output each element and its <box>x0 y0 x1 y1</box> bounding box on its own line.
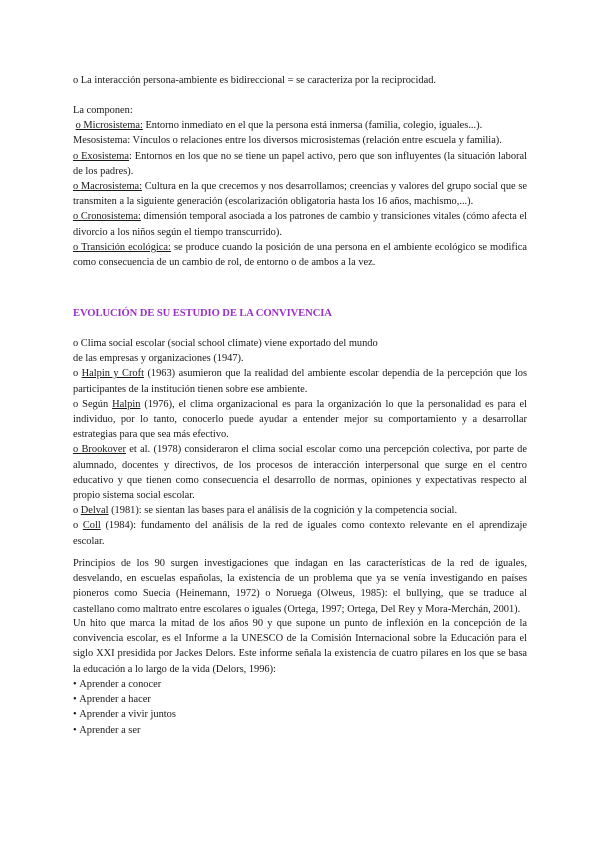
bidirectional-line: o La interacción persona-ambiente es bidireccional = se caracteriza por la reciprocidad. <box>73 75 436 86</box>
clima-line-1: o Clima social escolar (social school climate) viene exportado del mundo <box>73 338 378 349</box>
cronosistema-text: dimensión temporal asociada a los patrones de cambio y transiciones vitales (cómo afecta el divorcio a los niños según el tiempo transcurrido). <box>73 211 527 238</box>
halpin-croft-text: (1963) asumieron que la realidad del ambiente escolar dependía de la percepción que los participantes de la institución tienen sobre ese ambiente. <box>73 368 528 395</box>
clima-line-2: de las empresas y organizaciones (1947). <box>73 353 244 365</box>
exosistema-term: o Exosistema <box>73 150 129 162</box>
halpin-text: (1976), el clima organizacional es para la organización lo que la personalidad es para el individuo, por lo tanto, conocerlo puede ayudar a entender mejor su comportamiento y a desarrollar estrategias para que sea más efectivo. <box>73 398 527 441</box>
transicion-term: o Transición ecológica: <box>73 241 171 253</box>
cronosistema-term: o Cronosistema: <box>73 211 141 223</box>
cronosistema-item <box>73 209 527 239</box>
microsistema-term: o Microsistema: <box>75 120 143 132</box>
delval-prefix: o <box>73 505 81 517</box>
coll-term: Coll <box>82 520 101 532</box>
microsistema-text: Entorno inmediato en el que la persona está inmersa (familia, colegio, iguales...). <box>142 120 483 132</box>
transicion-text: se produce cuando la posición de una persona en el ambiente ecológico se modifica como consecuencia de un cambio de rol, de entorno o de ambos a la vez. <box>73 241 527 269</box>
coll-text: (1984): fundamento del análisis de la red de iguales como contexto relevante en el aprendizaje escolar. <box>73 520 527 547</box>
brookover-text: et al. (1978) consideraron el clima social escolar como una percepción colectiva, por parte de alumnado, docentes y directivos, de los procesos de interacción interpersonal que surge en el centro educativo y que tienen como consecuencia el desarrollo de normas, opiniones y expectativas respecto al propio sistema social escolar. <box>73 444 527 502</box>
history-block <box>73 336 527 549</box>
halpin-croft-term: Halpin y Croft <box>81 368 144 380</box>
pillar-item: • Aprender a vivir juntos <box>73 707 527 722</box>
mesosistema-item: Mesosistema: Vínculos o relaciones entre los diversos microsistemas (relación entre escuela y familia). <box>73 135 502 147</box>
macrosistema-term: o Macrosistema: <box>73 181 143 193</box>
macrosistema-text: Cultura en la que crecemos y nos desarrollamos; creencias y valores del grupo social que se transmiten a la siguiente generación (escolarización obligatoria hasta los 16 años, machismo,...). <box>73 181 527 208</box>
pillar-item: • Aprender a hacer <box>73 692 527 707</box>
delval-item <box>73 503 527 518</box>
coll-prefix: o <box>73 520 83 532</box>
systems-lead: La componen: <box>73 105 133 116</box>
delval-term: Delval <box>80 505 109 517</box>
halpin-croft-prefix: o <box>73 368 82 380</box>
transicion-item <box>73 240 527 270</box>
section-heading: EVOLUCIÓN DE SU ESTUDIO DE LA CONVIVENCIA <box>73 308 332 319</box>
pillar-item: • Aprender a conocer <box>73 677 527 692</box>
pillars-list <box>73 677 527 738</box>
systems-block <box>73 103 527 270</box>
delval-text: (1981): se sientan las bases para el análisis de la cognición y la competencia social. <box>108 505 458 517</box>
brookover-item <box>73 442 527 503</box>
halpin-term: Halpin <box>112 398 141 410</box>
macrosistema-item <box>73 179 527 209</box>
exosistema-text: : Entornos en los que no se tiene un papel activo, pero que son influyentes (la situación laboral de los padres). <box>73 150 527 177</box>
unesco-paragraph: Un hito que marca la mitad de los años 90 y que supone un punto de inflexión en la concepción de la convivencia escolar, es el Informe a la UNESCO de la Comisión Internacional sobre la Educación para el siglo XXI presidida por Jackes Delors. Este informe señala la existencia de cuatro pilares en los que se basa la educación a lo largo de la vida (Delors, 1996): <box>73 618 527 675</box>
microsistema-item <box>73 118 527 133</box>
exosistema-item <box>73 149 527 179</box>
halpin-croft-item <box>73 366 527 396</box>
nineties-paragraph: Principios de los 90 surgen investigaciones que indagan en las características de la red de iguales, desvelando, en escuelas españolas, la existencia de un problema que ya se venía investigando en países pioneros como Suecia (Heinemann, 1972) o Noruega (Olweus, 1985): el bullying, que se traduce al castellano como maltrato entre escolares o iguales (Ortega, 1997; Ortega, Del Rey y Mora-Merchán, 2001). <box>73 558 527 615</box>
halpin-prefix: o Según <box>73 398 113 410</box>
pillar-item: • Aprender a ser <box>73 723 527 738</box>
coll-item <box>73 518 527 548</box>
halpin-item <box>73 397 527 443</box>
brookover-term: o Brookover <box>73 444 126 456</box>
